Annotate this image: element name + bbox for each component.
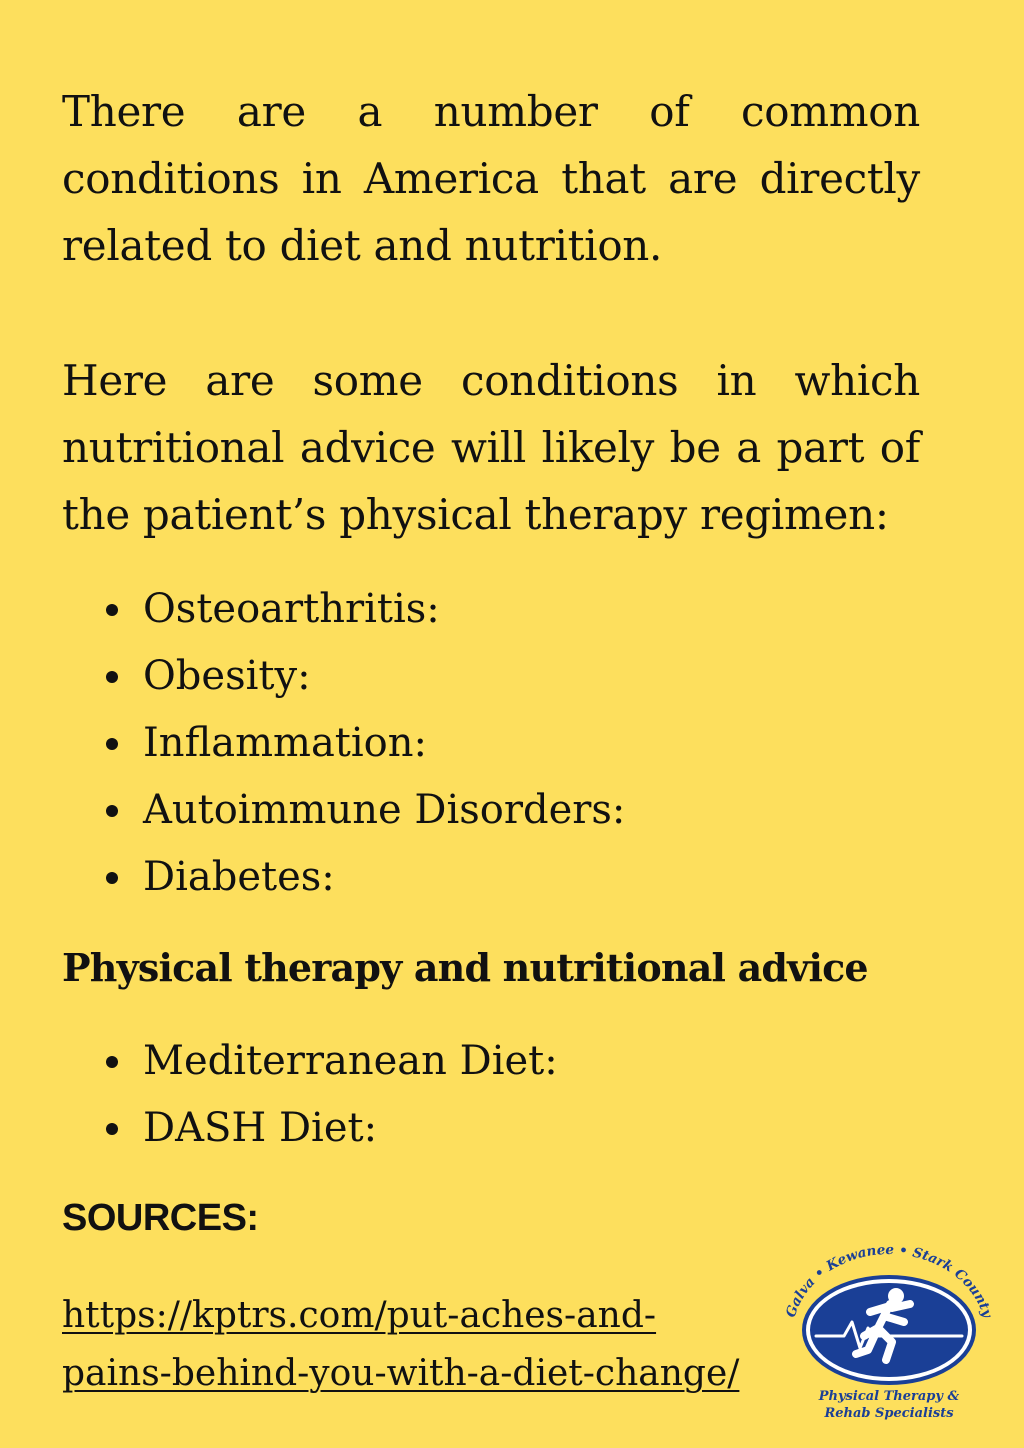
list-item — [62, 710, 625, 777]
condition-label: Inflammation: — [143, 720, 427, 766]
list-item — [62, 643, 625, 710]
condition-label: Diabetes: — [143, 854, 335, 900]
intro-paragraph-1: There are a number of common conditions in America that are directly related to diet and nutrition. — [62, 87, 920, 270]
list-item — [62, 1028, 558, 1095]
bullet-icon — [106, 1123, 118, 1135]
intro-paragraph-2: Here are some conditions in which nutritional advice will likely be a part of the patient’s physical therapy regimen: — [62, 356, 920, 539]
bullet-icon — [106, 872, 118, 884]
list-item — [62, 844, 625, 911]
condition-label: Autoimmune Disorders: — [143, 787, 626, 833]
bullet-icon — [106, 738, 118, 750]
list-item — [62, 777, 625, 844]
list-item — [62, 1095, 558, 1162]
diets-list — [62, 1028, 558, 1162]
condition-label: Obesity: — [143, 653, 311, 699]
bullet-icon — [106, 604, 118, 616]
diet-label: DASH Diet: — [143, 1105, 378, 1151]
logo-arc-text: Galva • Kewanee • Stark County — [782, 1242, 996, 1320]
source-link[interactable] — [62, 1287, 792, 1403]
condition-label: Osteoarthritis: — [143, 586, 440, 632]
source-link-line-2: pains-behind-you-with-a-diet-change/ — [62, 1353, 740, 1394]
sources-heading: SOURCES: — [62, 1197, 259, 1239]
section-heading: Physical therapy and nutritional advice — [62, 945, 868, 990]
logo-line-2: Rehab Specialists — [824, 1406, 954, 1420]
bullet-icon — [106, 1056, 118, 1068]
list-item — [62, 576, 625, 643]
logo-line-1: Physical Therapy & — [818, 1389, 960, 1404]
bullet-icon — [106, 805, 118, 817]
bullet-icon — [106, 671, 118, 683]
diet-label: Mediterranean Diet: — [143, 1038, 558, 1084]
clinic-logo — [778, 1228, 1000, 1420]
conditions-list — [62, 576, 625, 911]
source-link-line-1: https://kptrs.com/put-aches-and- — [62, 1295, 657, 1336]
